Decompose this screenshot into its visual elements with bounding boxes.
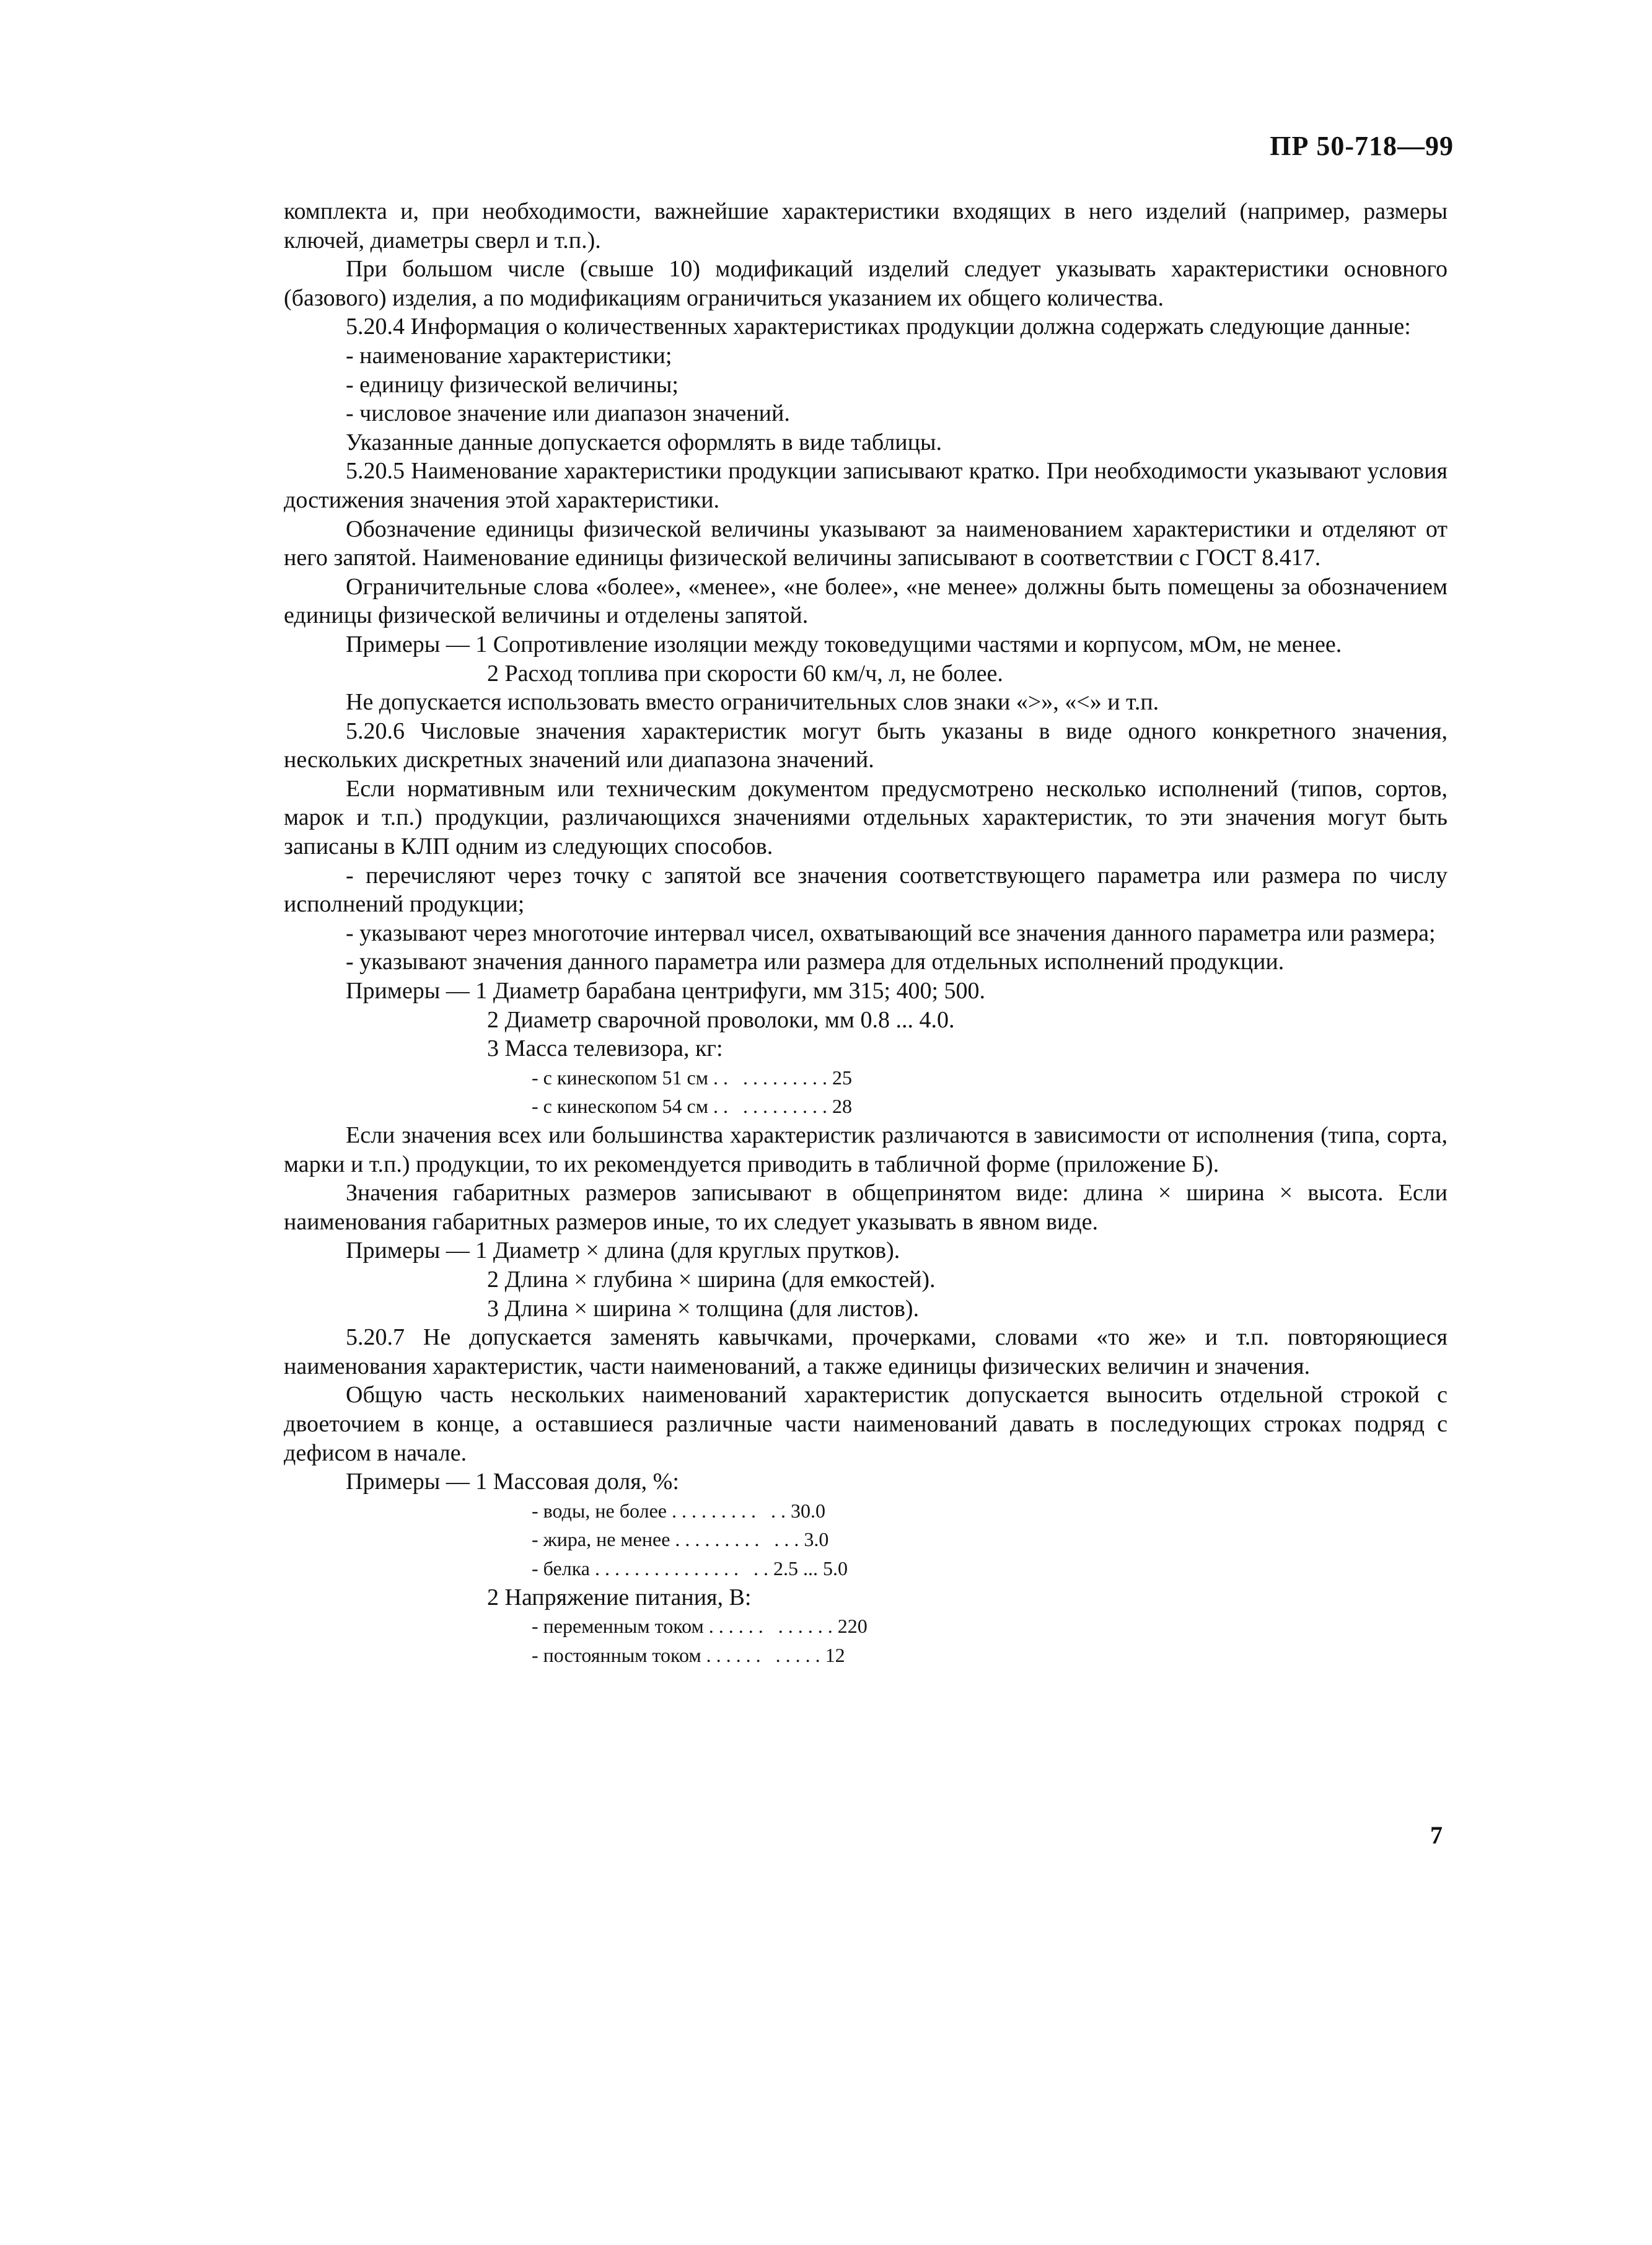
paragraph: Указанные данные допускается оформлять в виде таблицы. [346, 429, 942, 455]
value-name: - с кинескопом 51 см . . [532, 1066, 728, 1089]
value: 25 [832, 1066, 852, 1089]
value-row [284, 1554, 1448, 1583]
value-row [284, 1092, 1448, 1121]
list-item: - единицу физической величины; [346, 371, 679, 398]
example-item: Сопротивление изоляции между токоведущими частями и корпусом, мОм, не менее. [493, 631, 1342, 657]
example-item: 2 Напряжение питания, В: [487, 1584, 752, 1610]
paragraph: Не допускается использовать вместо ограничительных слов знаки «>», «<» и т.п. [346, 689, 1159, 716]
value-name: - постоянным током . . . . . . [532, 1643, 761, 1666]
example-lead: Примеры — 1 [346, 631, 493, 657]
paragraph: При большом числе (свыше 10) модификаций изделий следует указывать характеристики основного (базового) изделия, а по модификациям ограничиться указанием их общего количества. [284, 256, 1448, 311]
value-row [284, 1063, 1448, 1092]
value: 12 [825, 1643, 845, 1666]
example-item: Диаметр × длина (для круглых прутков). [493, 1237, 900, 1264]
paragraph: Значения габаритных размеров записывают в общепринятом виде: длина × ширина × высота. Если наименования габаритных размеров иные, то их следует указывать в явном виде. [284, 1180, 1448, 1235]
example-item: Диаметр барабана центрифуги, мм 315; 400; 500. [493, 978, 986, 1004]
document-code-header: ПР 50-718—99 [1270, 131, 1454, 161]
value-name: - с кинескопом 54 см . . [532, 1095, 728, 1118]
value: 28 [832, 1095, 852, 1118]
example-lead: Примеры — 1 [346, 1469, 493, 1495]
value-leader: . . . [759, 1528, 804, 1551]
value-leader: . . . . . . . . . [728, 1095, 832, 1118]
paragraph-5-20-6: 5.20.6 Числовые значения характеристик могут быть указаны в виде одного конкретного значения, нескольких дискретных значений или диапазона значений. [284, 718, 1448, 773]
list-item: - наименование характеристики; [346, 342, 672, 369]
value-leader: . . . . . . . . . [728, 1066, 832, 1089]
example-item: 3 Длина × ширина × толщина (для листов). [487, 1295, 920, 1322]
value: 30.0 [790, 1499, 825, 1522]
example-lead: Примеры — 1 [346, 1237, 493, 1264]
paragraph: - перечисляют через точку с запятой все значения соответствующего параметра или размера по числу исполнений продукции; [284, 862, 1448, 918]
value-leader: . . [738, 1557, 773, 1579]
value-row [284, 1525, 1448, 1554]
example-block [284, 630, 1448, 659]
example-block [284, 977, 1448, 1006]
paragraph: Общую часть нескольких наименований характеристик допускается выносить отдельной строкой с двоеточием в конце, а оставшиеся различные части наименований давать в последующих строках подряд с дефисом в начале. [284, 1382, 1448, 1466]
paragraph: комплекта и, при необходимости, важнейшие характеристики входящих в него изделий (например, размеры ключей, диаметры сверл и т.п.). [284, 198, 1448, 253]
example-item: 2 Длина × глубина × ширина (для емкостей). [487, 1266, 936, 1293]
page-number: 7 [1430, 1821, 1443, 1849]
example-lead: Примеры — 1 [346, 978, 493, 1004]
example-item: Массовая доля, %: [493, 1469, 679, 1495]
value-leader: . . [755, 1499, 791, 1522]
paragraph: Если значения всех или большинства характеристик различаются в зависимости от исполнения (типа, сорта, марки и т.п.) продукции, то их рекомендуется приводить в табличной форме (приложение Б). [284, 1122, 1448, 1177]
example-block [284, 1467, 1448, 1496]
example-item: 2 Диаметр сварочной проволоки, мм 0.8 ... 4.0. [487, 1006, 955, 1033]
value-name: - переменным током . . . . . . [532, 1615, 763, 1638]
value: 220 [837, 1615, 868, 1638]
paragraph-5-20-4: 5.20.4 Информация о количественных характеристиках продукции должна содержать следующие данные: [346, 314, 1411, 340]
paragraph: Если нормативным или техническим документом предусмотрено несколько исполнений (типов, сортов, марок и т.п.) продукции, различающихся значениями отдельных характеристик, то эти значения могут быть записаны в КЛП одним из следующих способов. [284, 775, 1448, 860]
paragraph: Обозначение единицы физической величины указывают за наименованием характеристики и отделяют от него запятой. Наименование единицы физической величины записывают в соответствии с ГОСТ 8.417. [284, 516, 1448, 571]
example-item: 3 Масса телевизора, кг: [487, 1035, 723, 1062]
example-block [284, 1236, 1448, 1265]
value-name: - воды, не более . . . . . . . . . [532, 1499, 756, 1522]
list-item: - числовое значение или диапазон значений. [346, 400, 790, 427]
value-leader: . . . . . [760, 1643, 825, 1666]
paragraph: - указывают через многоточие интервал чисел, охватывающий все значения данного параметра или размера; [346, 920, 1436, 946]
value-row [284, 1496, 1448, 1526]
value: 3.0 [804, 1528, 829, 1551]
value-name: - жира, не менее . . . . . . . . . [532, 1528, 760, 1551]
example-item: 2 Расход топлива при скорости 60 км/ч, л, не более. [487, 660, 1003, 687]
paragraph: Ограничительные слова «более», «менее», «не более», «не менее» должны быть помещены за обозначением единицы физической величины и отделены запятой. [284, 573, 1448, 629]
value-row [284, 1612, 1448, 1641]
value-row [284, 1641, 1448, 1670]
value-name: - белка . . . . . . . . . . . . . . . [532, 1557, 739, 1579]
paragraph-5-20-7: 5.20.7 Не допускается заменять кавычками, прочерками, словами «то же» и т.п. повторяющиеся наименования характеристик, части наименований, а также единицы физических величин и значения. [284, 1324, 1448, 1379]
paragraph: - указывают значения данного параметра или размера для отдельных исполнений продукции. [346, 949, 1285, 975]
body-text [284, 197, 1448, 1669]
paragraph-5-20-5: 5.20.5 Наименование характеристики продукции записывают кратко. При необходимости указывают условия достижения значения этой характеристики. [284, 458, 1448, 513]
value-leader: . . . . . . [763, 1615, 838, 1638]
value: 2.5 ... 5.0 [773, 1557, 848, 1579]
